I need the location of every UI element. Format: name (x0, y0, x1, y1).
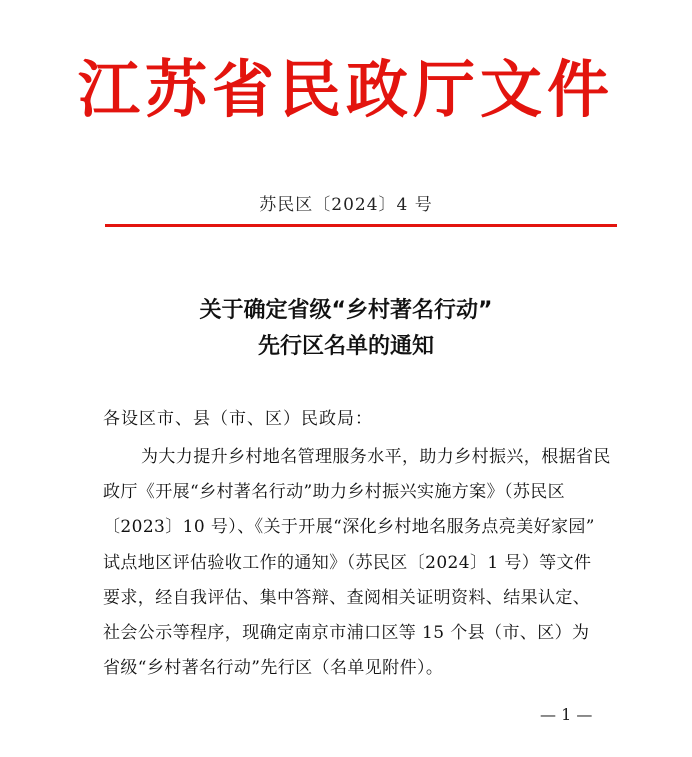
notice-title-line-2: 先行区名单的通知 (257, 334, 434, 359)
masthead-title: 江苏省民政厅文件 (77, 53, 614, 126)
page-number: — 1 — (540, 705, 593, 724)
body-text (103, 440, 623, 686)
notice-title-line-1: 关于确定省级“乡村著名行动” (199, 298, 493, 323)
salutation: 各设区市、县（市、区）民政局： (103, 409, 373, 429)
body-line: 为大力提升乡村地名管理服务水平，助力乡村振兴，根据省民 (141, 447, 611, 467)
document-number: 苏民区〔2024〕4 号 (259, 195, 433, 215)
body-line: 政厅《开展“乡村著名行动”助力乡村振兴实施方案》（苏民区 (103, 482, 566, 503)
body-line: 要求，经自我评估、集中答辩、查阅相关证明资料、结果认定、 (103, 587, 591, 608)
body-line: 省级“乡村著名行动”先行区（名单见附件）。 (103, 658, 444, 679)
body-line: 〔2023〕10 号）、《关于开展“深化乡村地名服务点亮美好家园” (103, 517, 595, 538)
notice-title (0, 293, 692, 365)
red-separator-line (105, 224, 617, 227)
body-line: 社会公示等程序，现确定南京市浦口区等 15 个县（市、区）为 (103, 622, 590, 643)
body-line: 试点地区评估验收工作的通知》（苏民区〔2024〕1 号）等文件 (103, 552, 592, 573)
